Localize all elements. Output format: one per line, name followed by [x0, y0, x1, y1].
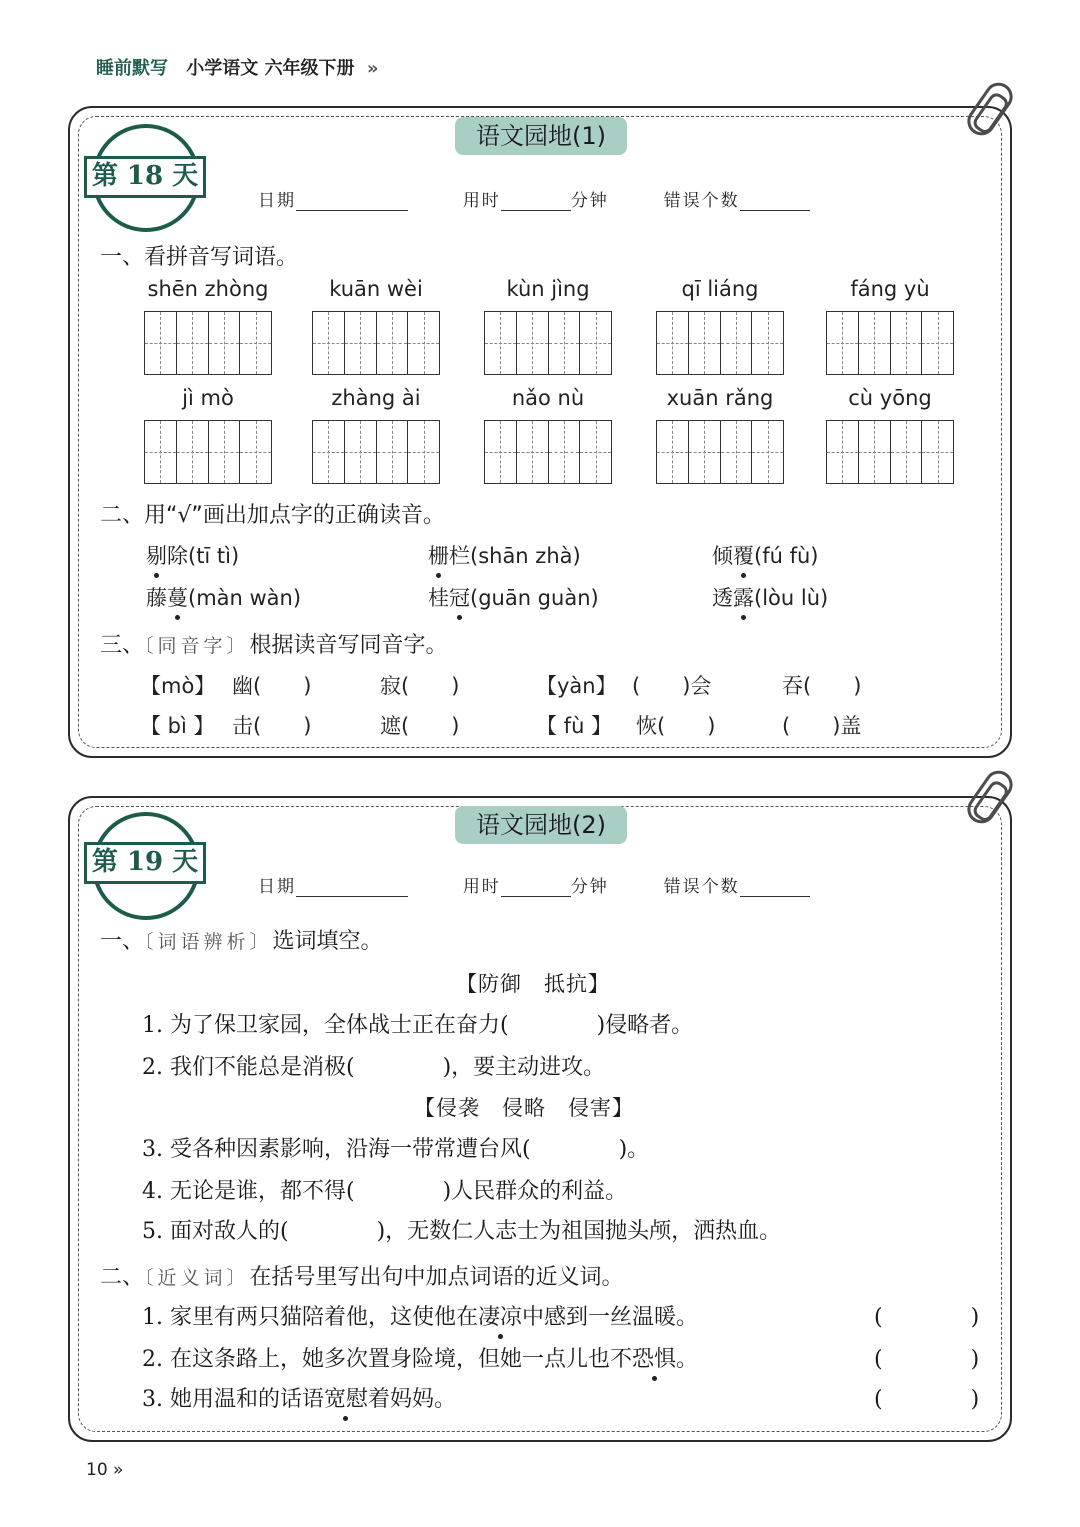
- synonym-question[interactable]: 2. 在这条路上，她多次置身险境，但她一点儿也不恐惧。: [142, 1342, 698, 1373]
- homophone-blank[interactable]: 幽( ): [232, 674, 312, 698]
- homophone-blank[interactable]: 恢( ): [636, 714, 716, 738]
- day18-sec2-title: 二、用“√”画出加点字的正确读音。: [100, 503, 445, 528]
- fill-question[interactable]: 2. 我们不能总是消极( )，要主动进攻。: [142, 1055, 606, 1080]
- homophone-blank[interactable]: 寂( ): [380, 674, 460, 698]
- pinyin-label: cù yōng: [848, 386, 932, 410]
- day18-badge: 第 18 天: [84, 156, 206, 198]
- fill-question[interactable]: 4. 无论是谁，都不得( )人民群众的利益。: [142, 1179, 628, 1204]
- homophone-key: 【 bì 】: [140, 714, 215, 738]
- reading-item[interactable]: 倾覆(fú fù): [712, 540, 818, 570]
- homophone-blank[interactable]: 击( ): [232, 714, 312, 738]
- header-arrow: »: [366, 58, 379, 79]
- time-unit: 分钟: [570, 191, 609, 211]
- reading-item[interactable]: 透露(lòu lù): [712, 582, 828, 612]
- synonym-question[interactable]: 3. 她用温和的话语宽慰着妈妈。: [142, 1382, 456, 1413]
- pinyin-label: fáng yù: [850, 277, 930, 301]
- homophone-blank[interactable]: 遮( ): [380, 714, 460, 738]
- subject: 小学语文: [186, 58, 259, 79]
- writing-grid[interactable]: [484, 420, 612, 484]
- homophone-key: 【 fù 】: [536, 714, 613, 738]
- synonym-answer[interactable]: ( ): [874, 1387, 980, 1412]
- pinyin-label: zhàng ài: [331, 386, 421, 410]
- page-footer: [86, 1460, 123, 1480]
- day18-sec1-title: 一、看拼音写词语。: [100, 245, 299, 270]
- errors-line[interactable]: [740, 877, 810, 897]
- homophone-key: 【yàn】: [536, 674, 617, 698]
- date-label: 日期: [258, 191, 296, 211]
- reading-item[interactable]: 剔除(tī tì): [146, 540, 239, 570]
- time-unit: 分钟: [570, 877, 609, 897]
- fill-question[interactable]: 1. 为了保卫家园，全体战士正在奋力( )侵略者。: [142, 1013, 694, 1038]
- pinyin-label: nǎo nù: [511, 386, 585, 410]
- writing-grid[interactable]: [144, 311, 272, 375]
- homophone-key: 【mò】: [140, 674, 216, 698]
- day19-sec2-title: 二、〔近义词〕在括号里写出句中加点词语的近义词。: [100, 1265, 624, 1290]
- day19-tab-title: 语文园地(2): [455, 806, 627, 844]
- day19-meta: [258, 872, 858, 897]
- fill-question[interactable]: 5. 面对敌人的( )，无数仁人志士为祖国抛头颅，洒热血。: [142, 1219, 782, 1244]
- running-header: [96, 54, 378, 80]
- word-options: 【侵袭 侵略 侵害】: [414, 1096, 634, 1120]
- errors-label: 错误个数: [663, 877, 740, 897]
- reading-item[interactable]: 桂冠(guān guàn): [428, 582, 599, 612]
- writing-grid[interactable]: [144, 420, 272, 484]
- synonym-question[interactable]: 1. 家里有两只猫陪着他，这使他在凄凉中感到一丝温暖。: [142, 1300, 698, 1331]
- day19-sec1-title: 一、〔词语辨析〕选词填空。: [100, 929, 383, 954]
- date-line[interactable]: [296, 877, 408, 897]
- day18-tab-title: 语文园地(1): [455, 117, 627, 155]
- day18-meta: [258, 186, 858, 211]
- date-label: 日期: [258, 877, 296, 897]
- pinyin-label: kuān wèi: [329, 277, 423, 301]
- errors-line[interactable]: [740, 191, 810, 211]
- writing-grid[interactable]: [312, 311, 440, 375]
- page-number: 10: [86, 1460, 108, 1480]
- homophone-blank[interactable]: 吞( ): [782, 674, 862, 698]
- reading-item[interactable]: 藤蔓(màn wàn): [146, 582, 301, 612]
- pinyin-label: xuān rǎng: [666, 386, 774, 410]
- writing-grid[interactable]: [826, 420, 954, 484]
- pinyin-label: kùn jìng: [506, 277, 590, 301]
- section-tag: 〔词语辨析〕: [144, 931, 273, 953]
- section-tag: 〔同音字〕: [144, 635, 250, 657]
- pinyin-label: qī liáng: [681, 277, 759, 301]
- time-line[interactable]: [501, 191, 571, 211]
- day18-sec3-title: 三、〔同音字〕根据读音写同音字。: [100, 633, 448, 658]
- footer-arrow: »: [113, 1460, 124, 1480]
- writing-grid[interactable]: [826, 311, 954, 375]
- word-options: 【防御 抵抗】: [456, 972, 610, 996]
- synonym-answer[interactable]: ( ): [874, 1305, 980, 1330]
- homophone-blank[interactable]: ( )会: [632, 674, 712, 698]
- writing-grid[interactable]: [312, 420, 440, 484]
- homophone-blank[interactable]: ( )盖: [782, 714, 862, 738]
- errors-label: 错误个数: [663, 191, 740, 211]
- synonym-answer[interactable]: ( ): [874, 1347, 980, 1372]
- series-title: 睡前默写: [96, 58, 168, 79]
- time-label: 用时: [462, 191, 501, 211]
- pinyin-label: shēn zhòng: [147, 277, 269, 301]
- day19-badge: 第 19 天: [84, 842, 206, 884]
- section-tag: 〔近义词〕: [144, 1267, 250, 1289]
- date-line[interactable]: [296, 191, 408, 211]
- grade: 六年级下册: [264, 58, 355, 79]
- writing-grid[interactable]: [656, 420, 784, 484]
- time-label: 用时: [462, 877, 501, 897]
- fill-question[interactable]: 3. 受各种因素影响，沿海一带常遭台风( )。: [142, 1137, 650, 1162]
- reading-item[interactable]: 栅栏(shān zhà): [428, 540, 581, 570]
- writing-grid[interactable]: [656, 311, 784, 375]
- writing-grid[interactable]: [484, 311, 612, 375]
- time-line[interactable]: [501, 877, 571, 897]
- pinyin-label: jì mò: [182, 386, 234, 410]
